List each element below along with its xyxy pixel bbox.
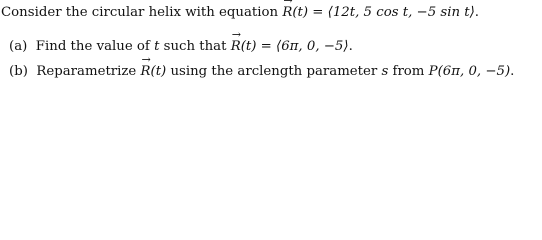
part-a-line: [9, 38, 353, 56]
part-a-text: Find the value of: [35, 39, 155, 54]
part-a-label: (a): [9, 39, 28, 54]
vector-parameter: (t): [292, 5, 309, 20]
helix-equation: ⟨12t, 5 cos t, −5 sin t⟩: [327, 5, 475, 20]
part-b-period: .: [510, 64, 515, 79]
target-point-tuple: ⟨6π, 0, −5⟩: [276, 39, 349, 54]
part-a-period: .: [348, 39, 353, 54]
part-b-label: (b): [9, 64, 28, 79]
part-b-text-mid: using the arclength parameter: [166, 64, 382, 79]
intro-period: .: [474, 5, 480, 20]
vector-r: → R: [141, 63, 151, 81]
intro-line: [1, 4, 479, 22]
intro-text: Consider the circular helix with equation: [1, 5, 283, 20]
problem-statement: [0, 0, 542, 92]
vector-parameter: (t): [240, 39, 257, 54]
vector-parameter: (t): [150, 64, 167, 79]
equals-sign: =: [308, 5, 328, 20]
part-b-line: [9, 63, 514, 81]
point-name: P: [428, 64, 438, 79]
vector-r: → R: [231, 38, 241, 56]
equals-sign: =: [256, 39, 277, 54]
part-b-text: Reparametrize: [36, 64, 141, 79]
vector-r: → R: [282, 4, 292, 22]
point-coordinates: (6π, 0, −5): [437, 64, 511, 79]
variable-t: t: [154, 39, 160, 54]
part-a-text-mid: such that: [159, 39, 231, 54]
variable-s: s: [381, 64, 389, 79]
part-b-text-from: from: [388, 64, 429, 79]
